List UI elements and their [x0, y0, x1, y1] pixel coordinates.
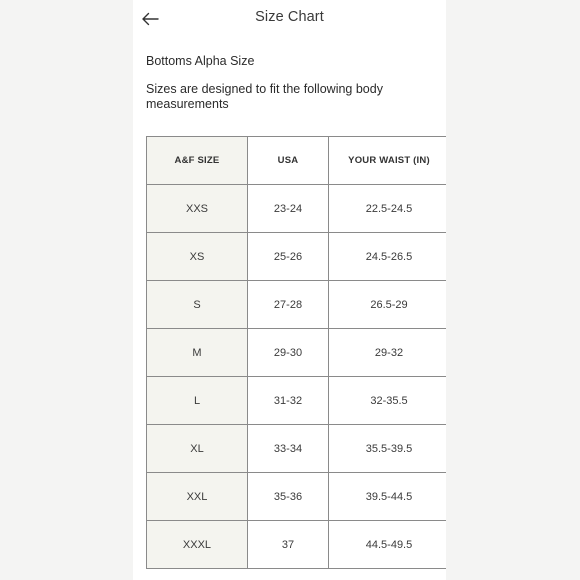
table-row: [147, 185, 447, 233]
cell-waist: 35.5-39.5: [329, 425, 447, 473]
table-header-row: [147, 137, 447, 185]
cell-af-size: XL: [147, 425, 248, 473]
cell-waist: 44.5-49.5: [329, 521, 447, 569]
cell-usa: 35-36: [248, 473, 329, 521]
table-row: [147, 233, 447, 281]
chart-subtitle: Bottoms Alpha Size: [146, 54, 255, 68]
cell-usa: 27-28: [248, 281, 329, 329]
cell-usa: 23-24: [248, 185, 329, 233]
table-row: [147, 281, 447, 329]
cell-usa: 29-30: [248, 329, 329, 377]
cell-af-size: XXXL: [147, 521, 248, 569]
table-row: [147, 521, 447, 569]
cell-af-size: XXL: [147, 473, 248, 521]
page-title: Size Chart: [255, 9, 324, 25]
cell-waist: 26.5-29: [329, 281, 447, 329]
cell-af-size: S: [147, 281, 248, 329]
cell-waist: 24.5-26.5: [329, 233, 447, 281]
cell-waist: 32-35.5: [329, 377, 447, 425]
column-header-usa: USA: [248, 137, 329, 185]
cell-waist: 29-32: [329, 329, 447, 377]
cell-usa: 31-32: [248, 377, 329, 425]
column-header-af-size: A&F SIZE: [147, 137, 248, 185]
table-row: [147, 329, 447, 377]
table-row: [147, 425, 447, 473]
cell-waist: 39.5-44.5: [329, 473, 447, 521]
cell-af-size: XS: [147, 233, 248, 281]
cell-usa: 37: [248, 521, 329, 569]
cell-af-size: M: [147, 329, 248, 377]
table-row: [147, 473, 447, 521]
size-table: [146, 136, 446, 569]
cell-usa: 33-34: [248, 425, 329, 473]
chart-description: Sizes are designed to fit the following body measurements: [146, 82, 383, 111]
size-chart-page: [133, 0, 446, 580]
table-row: [147, 377, 447, 425]
cell-af-size: L: [147, 377, 248, 425]
cell-waist: 22.5-24.5: [329, 185, 447, 233]
column-header-waist: YOUR WAIST (IN): [329, 137, 447, 185]
cell-af-size: XXS: [147, 185, 248, 233]
cell-usa: 25-26: [248, 233, 329, 281]
